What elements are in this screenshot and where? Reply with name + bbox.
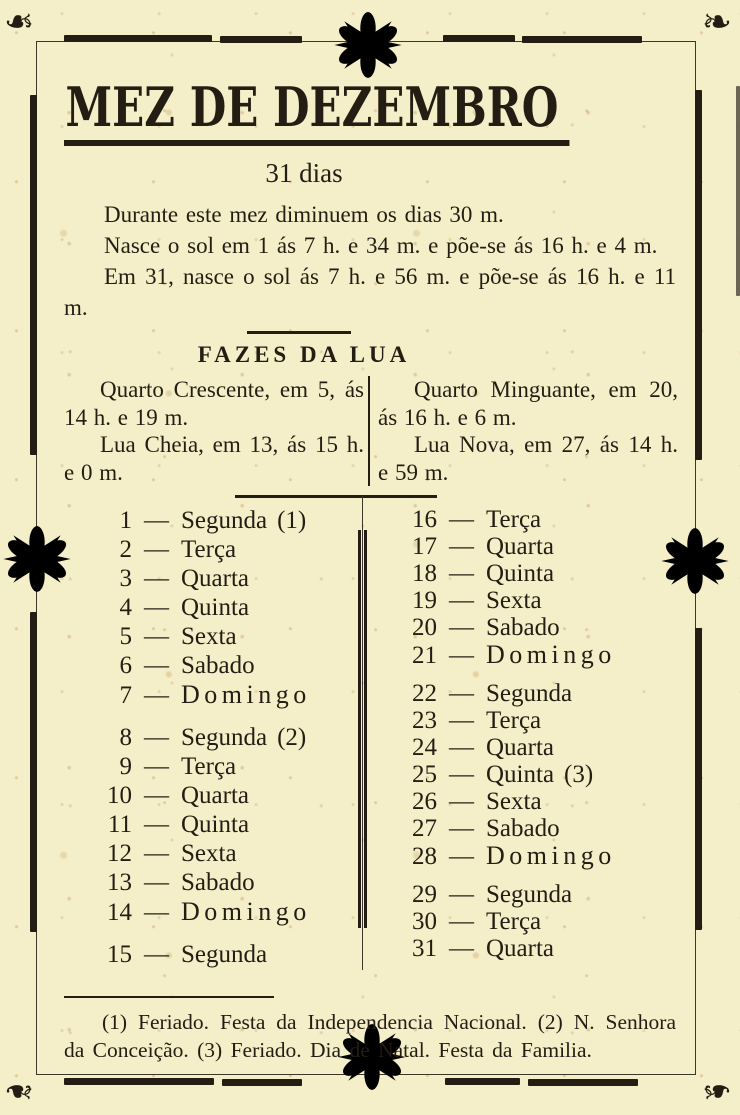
moon-phase-entry: Lua Cheia, em 13, ás 15 h. e 0 m. [64, 432, 364, 485]
day-row [82, 535, 358, 564]
day-row [82, 564, 358, 593]
week-group [82, 506, 358, 710]
day-dash: — [449, 843, 474, 870]
day-number: 26 [412, 788, 437, 815]
day-dash: — [449, 908, 474, 935]
day-name: Quarta [486, 734, 555, 761]
day-row [391, 614, 626, 641]
day-number: 30 [412, 908, 437, 935]
day-number: 2 [119, 536, 132, 563]
day-number: 18 [412, 560, 437, 587]
day-dash: — [449, 734, 474, 761]
column-divider-double-rule [358, 530, 367, 928]
day-row [391, 506, 626, 533]
day-row [82, 506, 358, 535]
day-row [391, 788, 626, 815]
day-dash: — [144, 899, 169, 926]
moon-phases-right-column [368, 376, 678, 486]
day-row [391, 881, 626, 908]
day-dash: — [144, 782, 169, 809]
day-dash: — [449, 815, 474, 842]
day-row [82, 868, 358, 897]
flower-ornament-icon [2, 524, 72, 594]
day-dash: — [449, 533, 474, 560]
footnote [64, 1008, 676, 1064]
day-number: 5 [119, 623, 132, 650]
day-name: Domingo [486, 841, 616, 870]
day-row [391, 815, 626, 842]
week-group [82, 940, 358, 969]
day-number: 15 [107, 941, 132, 968]
day-list-right-column [367, 506, 626, 982]
section-rule [235, 495, 437, 498]
day-row [391, 533, 626, 560]
frame-bottom-bar [64, 1078, 214, 1085]
day-row [82, 781, 358, 810]
day-row [82, 940, 358, 969]
day-row [82, 593, 358, 622]
intro-line: Em 31, nasce o sol ás 7 h. e 56 m. e põe-se ás 16 h. e 11 m. [64, 264, 676, 320]
moon-phases-left-column [64, 376, 364, 486]
day-dash: — [449, 642, 474, 669]
day-name: Domingo [181, 680, 311, 709]
day-name: Sexta [486, 587, 542, 614]
day-number: 11 [107, 811, 132, 838]
corner-fleuron-icon: ❧ [4, 2, 35, 42]
day-note: (2) [277, 724, 307, 751]
day-dash: — [449, 560, 474, 587]
intro-line: Durante este mez diminuem os dias 30 m. [104, 202, 504, 227]
day-number: 8 [119, 724, 132, 751]
day-name: Terça [486, 506, 542, 533]
day-number: 29 [412, 881, 437, 908]
day-name: Terça [181, 753, 237, 780]
day-dash: — [449, 506, 474, 533]
day-row [391, 734, 626, 761]
day-number: 17 [412, 533, 437, 560]
column-divider [358, 508, 367, 982]
day-dash: — [449, 788, 474, 815]
frame-left-bar [30, 95, 37, 455]
day-name: Terça [486, 707, 542, 734]
day-name: Sabado [181, 869, 255, 896]
day-dash: — [449, 881, 474, 908]
week-group [391, 506, 626, 669]
corner-fleuron-icon: ❧ [701, 1071, 732, 1111]
week-group [391, 881, 626, 962]
day-number: 28 [412, 843, 437, 870]
day-row [391, 641, 626, 669]
day-row [82, 651, 358, 680]
intro-line: Nasce o sol em 1 ás 7 h. e 34 m. e põe-se ás 16 h. e 4 m. [104, 233, 658, 258]
day-name: Quarta [181, 565, 250, 592]
day-name: Domingo [486, 640, 616, 669]
frame-left-bar [30, 612, 37, 932]
day-number: 7 [119, 682, 132, 709]
day-dash: — [144, 565, 169, 592]
day-row [82, 680, 358, 710]
week-group [82, 723, 358, 927]
day-row [82, 810, 358, 839]
day-number: 12 [107, 840, 132, 867]
day-row [82, 622, 358, 651]
day-row [391, 707, 626, 734]
day-dash: — [144, 811, 169, 838]
day-dash: — [144, 840, 169, 867]
frame-bottom-bar [528, 1079, 638, 1086]
day-number: 21 [412, 642, 437, 669]
frame-bottom-bar [222, 1079, 302, 1086]
day-number: 14 [107, 899, 132, 926]
frame-right-bar [695, 628, 702, 930]
scan-edge-artifact [736, 86, 740, 296]
day-name: Quinta [486, 761, 555, 788]
day-dash: — [144, 536, 169, 563]
day-dash: — [449, 587, 474, 614]
day-name: Sabado [181, 652, 255, 679]
day-number: 25 [412, 761, 437, 788]
day-number: 20 [412, 614, 437, 641]
day-name: Sabado [486, 614, 560, 641]
moon-phases [64, 376, 680, 486]
day-dash: — [144, 652, 169, 679]
frame-right-bar [695, 90, 702, 460]
day-row [82, 897, 358, 927]
day-dash: — [144, 941, 169, 968]
day-dash: — [144, 682, 169, 709]
day-number: 31 [412, 935, 437, 962]
moon-phase-entry: Quarto Crescente, em 5, ás 14 h. e 19 m. [64, 377, 364, 430]
day-name: Segunda [181, 724, 268, 751]
day-dash: — [144, 724, 169, 751]
moon-phase-entry: Lua Nova, em 27, ás 14 h. e 59 m. [378, 432, 678, 485]
day-number: 3 [119, 565, 132, 592]
day-dash: — [144, 623, 169, 650]
day-name: Segunda [181, 941, 268, 968]
day-row [391, 935, 626, 962]
day-number: 16 [412, 506, 437, 533]
day-dash: — [144, 507, 169, 534]
day-name: Quarta [486, 533, 555, 560]
day-number: 23 [412, 707, 437, 734]
page-content [64, 0, 676, 1064]
day-name: Quarta [486, 935, 555, 962]
day-list-left-column [64, 506, 358, 982]
day-name: Quarta [181, 782, 250, 809]
day-row [82, 839, 358, 868]
day-name: Quinta [181, 811, 250, 838]
day-name: Quinta [486, 560, 555, 587]
day-number: 4 [119, 594, 132, 621]
day-number: 1 [119, 507, 132, 534]
day-note: (3) [564, 761, 594, 788]
day-dash: — [449, 761, 474, 788]
day-number: 24 [412, 734, 437, 761]
day-row [391, 842, 626, 870]
day-number: 13 [107, 869, 132, 896]
day-dash: — [449, 935, 474, 962]
intro-paragraphs [64, 199, 676, 323]
day-row [82, 723, 358, 752]
day-name: Terça [486, 908, 542, 935]
day-row [391, 908, 626, 935]
day-name: Sexta [486, 788, 542, 815]
day-number: 6 [119, 652, 132, 679]
day-row [391, 560, 626, 587]
day-row [391, 680, 626, 707]
day-number: 27 [412, 815, 437, 842]
day-number: 19 [412, 587, 437, 614]
day-dash: — [144, 869, 169, 896]
day-row [391, 761, 626, 788]
frame-bottom-bar [445, 1078, 520, 1085]
day-name: Domingo [181, 897, 311, 926]
moon-phases-heading: FAZES DA LUA [197, 342, 411, 367]
corner-fleuron-icon: ❧ [701, 2, 732, 42]
day-dash: — [449, 707, 474, 734]
day-name: Segunda [181, 507, 268, 534]
corner-fleuron-icon: ❧ [4, 1071, 35, 1111]
week-group [391, 680, 626, 870]
footnote-text: (1) Feriado. Festa da Independencia Nacional. (2) N. Senhora da Conceição. (3) Feriado. Dia de Natal. Festa da Familia. [64, 1009, 676, 1062]
days-count: 31 dias [265, 158, 343, 188]
day-name: Terça [181, 536, 237, 563]
day-note: (1) [277, 507, 307, 534]
day-dash: — [144, 594, 169, 621]
page-title: MEZ DE DEZEMBRO [64, 80, 569, 146]
day-list [64, 506, 676, 982]
day-name: Segunda [486, 881, 573, 908]
day-row [391, 587, 626, 614]
day-name: Quinta [181, 594, 250, 621]
day-dash: — [449, 614, 474, 641]
day-number: 10 [107, 782, 132, 809]
day-number: 9 [119, 753, 132, 780]
day-number: 22 [412, 680, 437, 707]
day-dash: — [449, 680, 474, 707]
day-name: Segunda [486, 680, 573, 707]
section-rule [247, 331, 351, 334]
footnote-rule [64, 996, 274, 998]
moon-phase-entry: Quarto Minguante, em 20, ás 16 h. e 6 m. [378, 377, 678, 430]
day-name: Sabado [486, 815, 560, 842]
day-dash: — [144, 753, 169, 780]
day-name: Sexta [181, 840, 237, 867]
day-row [82, 752, 358, 781]
day-name: Sexta [181, 623, 237, 650]
